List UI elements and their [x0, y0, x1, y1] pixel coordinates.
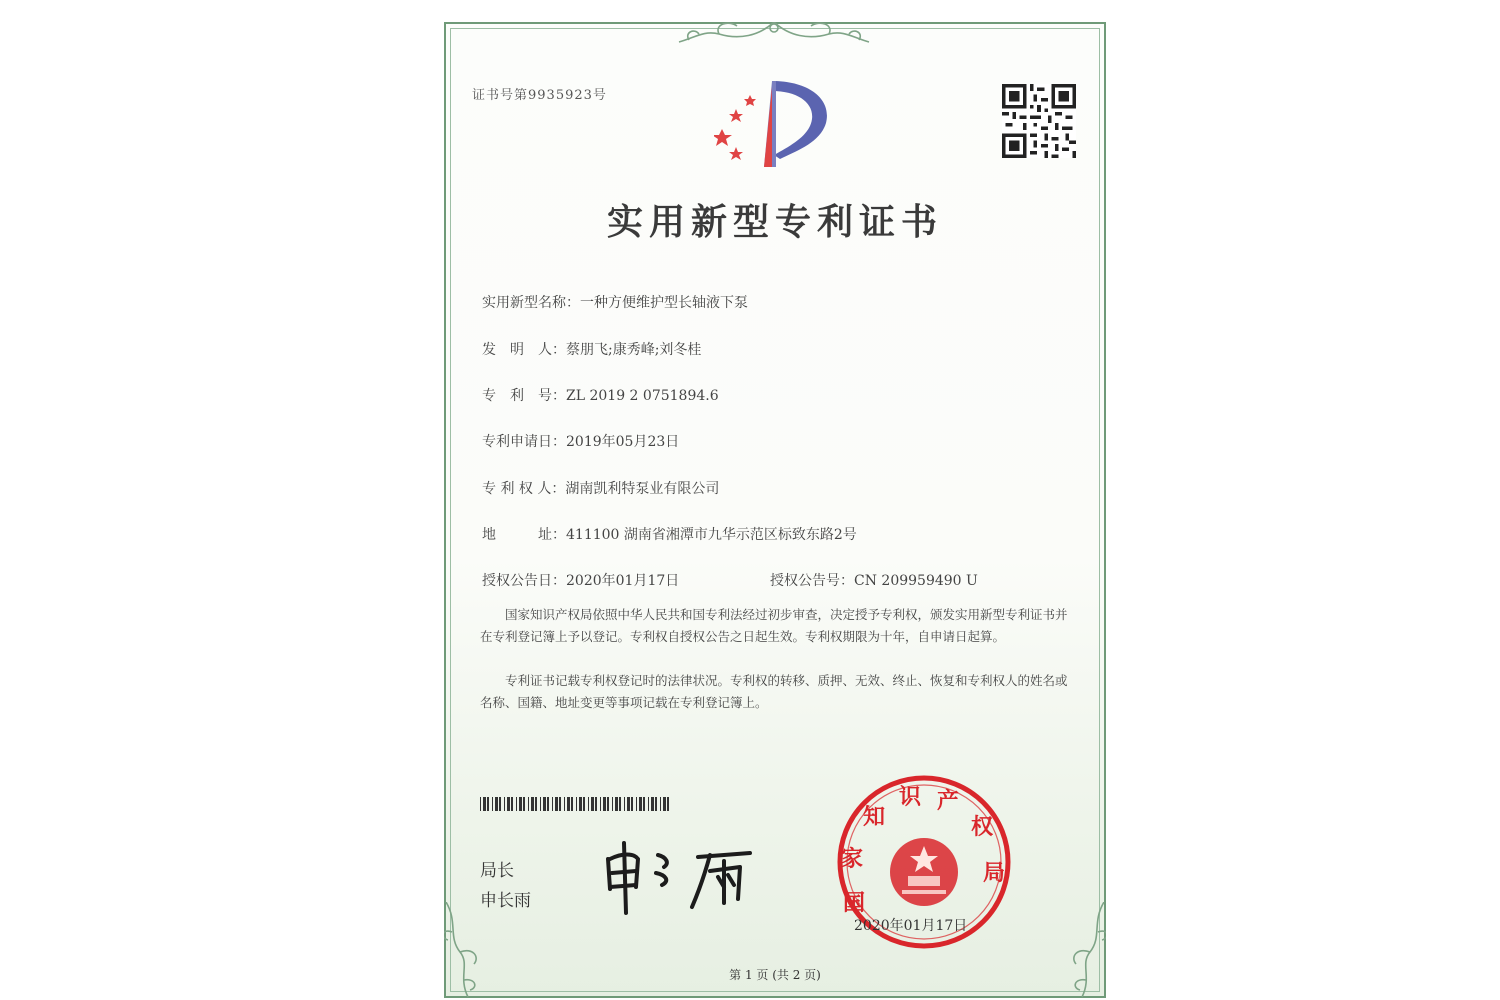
- barcode-icon: [480, 797, 672, 811]
- field-label: 专 利 权 人：: [482, 481, 566, 497]
- field-label: 授权公告号：: [770, 573, 854, 589]
- bottom-left-ornament-icon: [444, 902, 498, 998]
- field-utility-model-name: [482, 292, 748, 312]
- cnipa-logo-icon: [714, 77, 834, 177]
- legal-status-paragraph: 专利证书记载专利权登记时的法律状况。专利权的转移、质押、无效、终止、恢复和专利权人的姓名或名称、国籍、地址变更等事项记载在专利登记簿上。: [480, 673, 1068, 710]
- field-label: 发 明 人：: [482, 342, 566, 358]
- field-inventors: [482, 339, 701, 359]
- field-label: 实用新型名称：: [482, 295, 580, 311]
- field-address: [482, 524, 857, 544]
- field-patentee: [482, 478, 719, 498]
- field-value: 2020年01月17日: [566, 573, 680, 589]
- grant-statement-paragraph: 国家知识产权局依照中华人民共和国专利法经过初步审查，决定授予专利权，颁发实用新型专利证书并在专利登记簿上予以登记。专利权自授权公告之日起生效。专利权期限为十年，自申请日起算。: [480, 607, 1068, 644]
- field-label: 专利申请日：: [482, 434, 566, 450]
- svg-text:国: 国: [842, 891, 866, 916]
- field-label: 授权公告日：: [482, 573, 566, 589]
- field-label: 专 利 号：: [482, 388, 566, 404]
- svg-text:局: 局: [982, 861, 1006, 886]
- field-value: 湖南凯利特泵业有限公司: [565, 481, 720, 497]
- svg-text:产: 产: [936, 789, 960, 814]
- top-ornament-icon: [659, 22, 889, 50]
- director-name: 申长雨: [480, 891, 531, 911]
- seal-date: 2020年01月17日: [854, 918, 968, 934]
- field-value: CN 209959490 U: [854, 573, 978, 589]
- field-patent-number: [482, 385, 719, 405]
- certificate-number: 证书号第9935923号: [472, 88, 607, 103]
- qr-code-icon: [1002, 84, 1076, 158]
- field-value: 一种方便维护型长轴液下泵: [580, 295, 748, 311]
- bottom-right-ornament-icon: [1052, 902, 1106, 998]
- field-grant-number: [770, 570, 978, 590]
- page-number: 第 1 页 (共 2 页): [729, 968, 821, 982]
- field-value: 2019年05月23日: [566, 434, 680, 450]
- field-grant-date: [482, 570, 679, 590]
- svg-text:家: 家: [840, 847, 864, 872]
- field-application-date: [482, 431, 679, 451]
- svg-text:知: 知: [862, 805, 886, 830]
- field-value: 411100 湖南省湘潭市九华示范区标致东路2号: [566, 527, 857, 543]
- field-value: 蔡朋飞;康秀峰;刘冬桂: [566, 342, 702, 358]
- svg-text:权: 权: [970, 815, 994, 840]
- director-title: 局长: [480, 861, 514, 881]
- field-label: 地 址：: [482, 527, 566, 543]
- certificate-title: 实用新型专利证书: [606, 201, 943, 243]
- patent-certificate: [444, 22, 1106, 998]
- svg-text:识: 识: [898, 785, 922, 810]
- director-signature: [600, 837, 770, 917]
- field-value: ZL 2019 2 0751894.6: [566, 388, 719, 404]
